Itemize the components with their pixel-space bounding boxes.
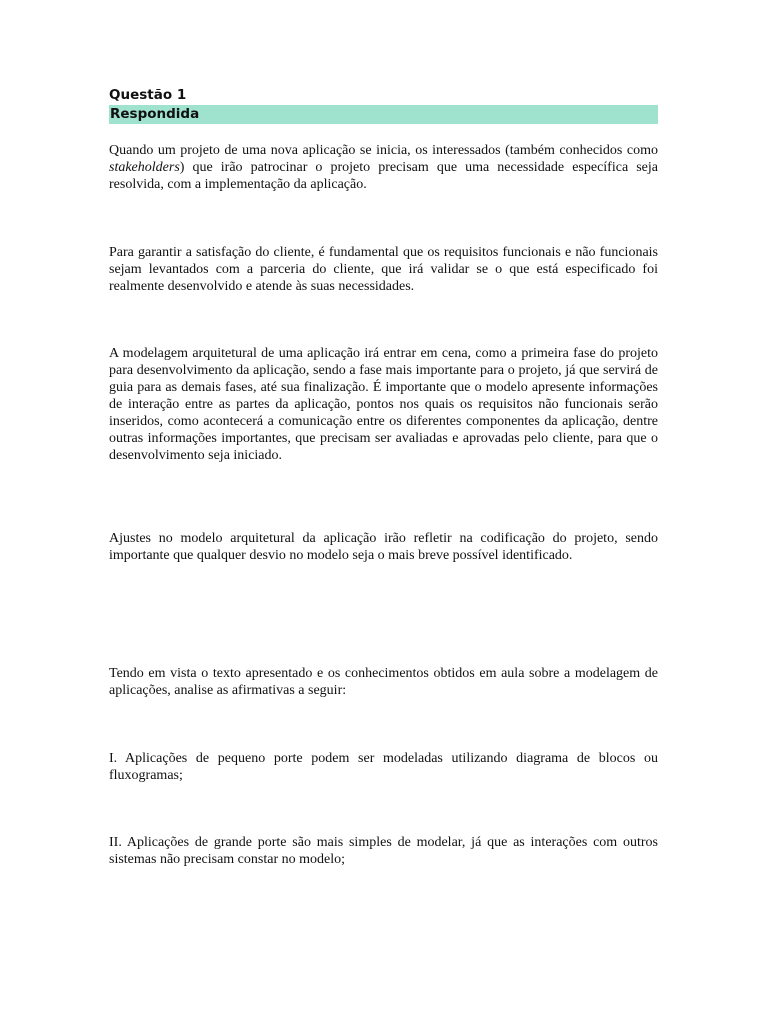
paragraph-adjustments: Ajustes no modelo arquitetural da aplicação irão refletir na codificação do projeto, sendo importante que qualquer desvio no modelo seja o mais breve possível identificado.: [109, 531, 658, 563]
paragraph-intro-before: Quando um projeto de uma nova aplicação se inicia, os interessados (também conhecidos como: [109, 143, 658, 158]
question-title: Questão 1: [109, 87, 187, 103]
question-header: [109, 86, 658, 124]
statement-ii: II. Aplicações de grande porte são mais simples de modelar, já que as interações com outros sistemas não precisam constar no modelo;: [109, 835, 658, 867]
paragraph-prompt: Tendo em vista o texto apresentado e os conhecimentos obtidos em aula sobre a modelagem de aplicações, analise as afirmativas a seguir:: [109, 666, 658, 698]
paragraph-intro: [109, 142, 658, 193]
paragraph-requirements: Para garantir a satisfação do cliente, é fundamental que os requisitos funcionais e não funcionais sejam levantados com a parceria do cliente, que irá validar se o que está especificado foi realmente desenvolvido e atende às suas necessidades.: [109, 245, 658, 294]
statement-i: I. Aplicações de pequeno porte podem ser modeladas utilizando diagrama de blocos ou fluxogramas;: [109, 751, 658, 783]
paragraph-architecture: A modelagem arquitetural de uma aplicação irá entrar em cena, como a primeira fase do projeto para desenvolvimento da aplicação, sendo a fase mais importante para o projeto, já que servirá de guia para as demais fases, até sua finalização. É importante que o modelo apresente informações de interação entre as partes da aplicação, pontos nos quais os requisitos não funcionais serão inseridos, como acontecerá a comunicação entre os diferentes componentes da aplicação, dentre outras informações importantes, que precisam ser avaliadas e aprovadas pelo cliente, para que o desenvolvimento seja iniciado.: [109, 346, 658, 463]
paragraph-intro-after: ) que irão patrocinar o projeto precisam que uma necessidade específica seja resolvida, com a implementação da aplicação.: [109, 160, 658, 192]
status-badge: Respondida: [109, 105, 658, 124]
paragraph-intro-emphasis: stakeholders: [109, 160, 180, 175]
